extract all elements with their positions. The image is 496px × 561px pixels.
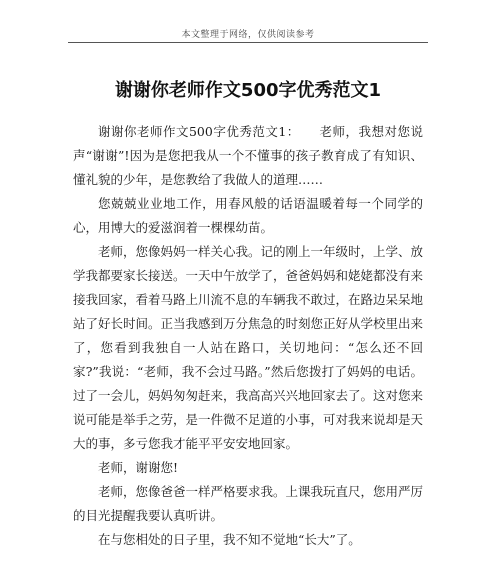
paragraph: 老师，您像妈妈一样关心我。记的刚上一年级时，上学、放学我都要家长接送。一天中午放学了，爸爸妈妈和姥姥都没有来接我回家，看着马路上川流不息的车辆我不敢过，在路边呆呆地站了好长时间。正当我感到万分焦急的时刻您正好从学校里出来了，您看到我独自一人站在路口，关切地问：“怎么还不回家?”我说：“老师，我不会过马路。”然后您拨打了妈妈的电话。过了一会儿，妈妈匆匆赶来，我高高兴兴地回家去了。这对您来说可能是举手之劳，是一件微不足道的小事，可对我来说却是天大的事，多亏您我才能平平安安地回家。 [73,244,424,451]
document-title: 谢谢你老师作文500字优秀范文1 [114,80,382,101]
header-divider [68,42,428,43]
paragraph: 老师，谢谢您! [98,460,179,475]
document-body [73,120,423,552]
paragraph: 您兢兢业业地工作，用春风般的话语温暖着每一个同学的心，用博大的爱滋润着一棵棵幼苗。 [73,196,423,235]
header-note: 本文整理于网络，仅供阅读参考 [181,30,315,40]
paragraph: 谢谢你老师作文500字优秀范文1： 老师，我想对您说声“谢谢”!因为是您把我从一个不懂事的孩子教育成了有知识、懂礼貌的少年，是您教给了我做人的道理…… [73,124,423,187]
paragraph: 在与您相处的日子里，我不知不觉地“长大”了。 [98,532,361,547]
paragraph: 老师，您像爸爸一样严格要求我。上课我玩直尺，您用严厉的目光提醒我要认真听讲。 [73,484,424,523]
